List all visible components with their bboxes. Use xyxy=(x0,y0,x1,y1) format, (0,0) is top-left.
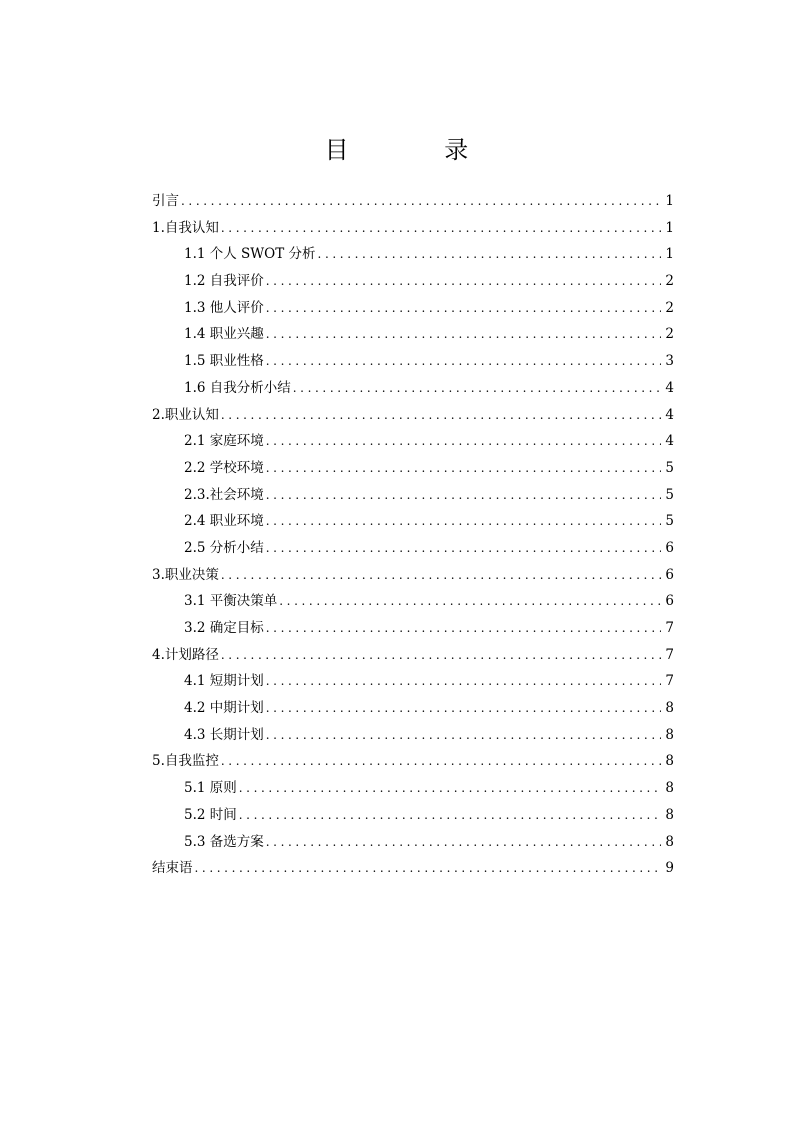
toc-entry[interactable] xyxy=(152,268,674,295)
toc-dot-leader xyxy=(239,775,662,802)
toc-entry-label: 3.2 确定目标 xyxy=(184,620,264,636)
toc-dot-leader xyxy=(266,295,662,322)
toc-entry-label: 1.自我认知 xyxy=(152,219,219,236)
toc-entry[interactable] xyxy=(152,855,674,882)
toc-entry-label: 引言 xyxy=(152,193,179,209)
toc-dot-leader xyxy=(266,535,662,562)
toc-entry[interactable] xyxy=(152,482,674,509)
toc-dot-leader xyxy=(221,642,662,669)
toc-entry[interactable] xyxy=(152,588,674,615)
toc-entry[interactable] xyxy=(152,402,674,429)
toc-entry-label: 2.1 家庭环境 xyxy=(184,433,264,450)
toc-entry-label: 2.职业认知 xyxy=(152,406,219,423)
toc-entry-label: 4.1 短期计划 xyxy=(184,673,264,690)
toc-entry-label: 2.4 职业环境 xyxy=(184,513,264,530)
toc-entry-page-number: 2 xyxy=(665,273,674,290)
toc-entry-label: 2.5 分析小结 xyxy=(184,539,264,556)
toc-dot-leader xyxy=(266,829,662,856)
toc-entry[interactable] xyxy=(152,241,674,268)
toc-entry-label: 1.3 他人评价 xyxy=(184,299,264,316)
toc-entry-label: 5.2 时间 xyxy=(184,806,237,823)
toc-entry-label: 1.4 职业兴趣 xyxy=(184,326,264,343)
toc-entry-label: 4.2 中期计划 xyxy=(184,700,264,717)
toc-entry[interactable] xyxy=(152,508,674,535)
toc-entry-page-number: 1 xyxy=(665,219,674,236)
toc-entry-page-number: 8 xyxy=(665,833,674,850)
toc-entry-page-number: 4 xyxy=(665,379,674,396)
toc-entry-page-number: 3 xyxy=(665,353,674,370)
toc-entry-page-number: 9 xyxy=(665,860,674,877)
toc-entry-page-number: 4 xyxy=(665,406,674,423)
toc-dot-leader xyxy=(318,241,662,268)
table-of-contents xyxy=(152,188,674,882)
toc-entry-page-number: 5 xyxy=(665,513,674,530)
toc-dot-leader xyxy=(279,588,661,615)
toc-entry[interactable] xyxy=(152,668,674,695)
toc-entry-page-number: 7 xyxy=(665,620,674,636)
toc-entry[interactable] xyxy=(152,642,674,669)
toc-entry-page-number: 2 xyxy=(665,326,674,343)
toc-entry-label: 3.职业决策 xyxy=(152,566,219,583)
toc-entry-label: 5.3 备选方案 xyxy=(184,833,264,850)
toc-entry-page-number: 6 xyxy=(665,593,674,610)
toc-entry-page-number: 5 xyxy=(665,486,674,503)
toc-entry-label: 2.3.社会环境 xyxy=(184,486,264,503)
toc-dot-leader xyxy=(266,508,662,535)
toc-entry[interactable] xyxy=(152,295,674,322)
toc-dot-leader xyxy=(221,215,662,242)
toc-dot-leader xyxy=(266,482,662,509)
toc-dot-leader xyxy=(239,802,662,829)
toc-entry[interactable] xyxy=(152,748,674,775)
toc-entry-page-number: 8 xyxy=(665,806,674,823)
toc-entry-page-number: 1 xyxy=(665,246,674,263)
toc-dot-leader xyxy=(195,855,662,882)
toc-entry-page-number: 5 xyxy=(665,459,674,476)
toc-entry-label: 4.3 长期计划 xyxy=(184,726,264,743)
toc-dot-leader xyxy=(266,722,662,749)
toc-entry[interactable] xyxy=(152,695,674,722)
toc-entry-label: 1.5 职业性格 xyxy=(184,353,264,370)
toc-entry-page-number: 8 xyxy=(665,700,674,717)
toc-entry[interactable] xyxy=(152,321,674,348)
toc-entry[interactable] xyxy=(152,188,674,215)
toc-entry[interactable] xyxy=(152,348,674,375)
toc-entry-label: 1.2 自我评价 xyxy=(184,273,264,290)
toc-dot-leader xyxy=(266,428,662,455)
toc-entry[interactable] xyxy=(152,775,674,802)
toc-entry-label: 5.1 原则 xyxy=(184,780,237,797)
toc-dot-leader xyxy=(221,402,662,429)
page-title: 目 录 xyxy=(324,136,513,164)
toc-entry[interactable] xyxy=(152,829,674,856)
toc-entry-page-number: 1 xyxy=(665,193,674,209)
toc-dot-leader xyxy=(181,188,661,215)
toc-dot-leader xyxy=(266,321,662,348)
toc-dot-leader xyxy=(293,375,662,402)
toc-entry-page-number: 8 xyxy=(665,753,674,770)
toc-entry[interactable] xyxy=(152,562,674,589)
toc-entry[interactable] xyxy=(152,215,674,242)
toc-entry[interactable] xyxy=(152,428,674,455)
toc-entry-page-number: 7 xyxy=(665,673,674,690)
toc-dot-leader xyxy=(266,455,662,482)
toc-entry-label: 5.自我监控 xyxy=(152,753,219,770)
toc-entry[interactable] xyxy=(152,535,674,562)
toc-entry-page-number: 4 xyxy=(665,433,674,450)
toc-entry-label: 1.1 个人 SWOT 分析 xyxy=(184,246,316,263)
toc-dot-leader xyxy=(221,748,662,775)
toc-dot-leader xyxy=(266,668,662,695)
toc-entry-label: 结束语 xyxy=(152,860,193,877)
toc-entry-page-number: 8 xyxy=(665,780,674,797)
toc-entry[interactable] xyxy=(152,455,674,482)
toc-entry-page-number: 6 xyxy=(665,539,674,556)
toc-dot-leader xyxy=(266,268,662,295)
toc-entry-page-number: 8 xyxy=(665,726,674,743)
toc-dot-leader xyxy=(221,562,662,589)
toc-dot-leader xyxy=(266,615,662,642)
toc-entry[interactable] xyxy=(152,615,674,642)
toc-entry-label: 4.计划路径 xyxy=(152,646,219,663)
toc-entry-label: 1.6 自我分析小结 xyxy=(184,379,291,396)
toc-entry-label: 2.2 学校环境 xyxy=(184,459,264,476)
toc-entry-page-number: 2 xyxy=(665,299,674,316)
toc-entry-page-number: 6 xyxy=(665,566,674,583)
toc-dot-leader xyxy=(266,348,662,375)
toc-dot-leader xyxy=(266,695,662,722)
toc-entry[interactable] xyxy=(152,802,674,829)
toc-entry-label: 3.1 平衡决策单 xyxy=(184,593,278,610)
toc-entry[interactable] xyxy=(152,722,674,749)
toc-entry[interactable] xyxy=(152,375,674,402)
toc-entry-page-number: 7 xyxy=(665,646,674,663)
